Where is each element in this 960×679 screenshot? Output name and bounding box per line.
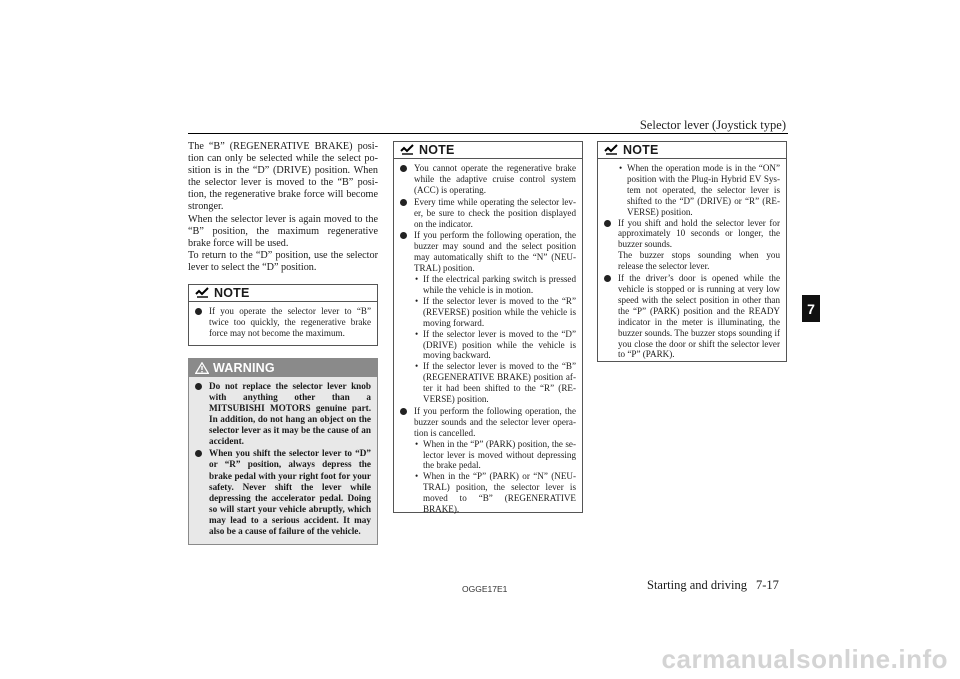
note-box bbox=[188, 284, 378, 346]
note-header bbox=[598, 142, 786, 159]
sub-list-item: • If the selector lever is moved to the “R” (REVERSE) position while the vehicle is moving forward. bbox=[414, 296, 576, 329]
warning-label: WARNING bbox=[213, 360, 275, 375]
sub-list-item: • If the selector lever is moved to the “B” (REGENERATIVE BRAKE) position after it had been shifted to the “R” (REVERSE) position. bbox=[414, 361, 576, 405]
note-icon bbox=[604, 144, 619, 156]
note-label: NOTE bbox=[419, 143, 455, 157]
note-icon bbox=[195, 287, 210, 299]
sub-list-item: • If the selector lever is moved to the “D” (DRIVE) position while the vehicle is moving backward. bbox=[414, 329, 576, 362]
warning-header bbox=[189, 359, 377, 377]
note-box bbox=[393, 141, 583, 513]
list-item: If you shift and hold the selector lever for approximately 10 seconds or longer, the buzzer sounds. The buzzer stops sounding when you release the selector lever. bbox=[604, 218, 780, 273]
list-item: When you shift the selector lever to “D” or “R” position, always depress the brake pedal with your right foot for your safety. Never shift the lever while depressing the accelerator pedal. Doing so will start your vehicle abruptly, which may lead to a serious accident. It may also be a cause of failure of the vehicle. bbox=[195, 448, 371, 537]
bullet-icon bbox=[195, 450, 202, 457]
note-icon bbox=[400, 144, 415, 156]
note-header bbox=[189, 285, 377, 302]
header-rule bbox=[188, 133, 788, 134]
chapter-tab: 7 bbox=[802, 295, 820, 322]
bullet-icon bbox=[400, 199, 407, 206]
list-item: Every time while operating the selector lever, be sure to check the position displayed on the indicator. bbox=[400, 197, 576, 230]
document-code: OGGE17E1 bbox=[462, 584, 508, 594]
warning-box bbox=[188, 358, 378, 545]
list-item: You cannot operate the regenerative brake while the adaptive cruise control system (ACC) is operating. bbox=[400, 163, 576, 196]
list-item: Do not replace the selector lever knob with anything other than a MITSUBISHI MOTORS genuine part. In addition, do not hang an object on the selector lever as it may be the cause of an accident. bbox=[195, 381, 371, 448]
list-item: If you operate the selector lever to “B” twice too quickly, the regenerative brake force may not become the maximum. bbox=[195, 306, 371, 339]
footer-section-title: Starting and driving bbox=[647, 578, 747, 592]
header-title: Selector lever (Joystick type) bbox=[639, 118, 786, 132]
paragraph: When the selector lever is again moved to the “B” position, the maximum regenerative brake force will be used. bbox=[188, 213, 378, 249]
list-item: If you perform the following operation, the buzzer sounds and the selector lever operation is cancelled. • When in the “P” (PARK) position, the selector lever is moved without depressing the brake pedal. • When in the “P” (PARK) or “N” (NEUTRAL) position, the selector lever is moved to “B” (REGENERATIVE BRAKE). bbox=[400, 406, 576, 515]
sub-list-item: • When in the “P” (PARK) position, the selector lever is moved without depressing the brake pedal. bbox=[414, 439, 576, 472]
paragraph: The “B” (REGENERATIVE BRAKE) position can only be selected while the select position is in the “D” (DRIVE) position. When the selector lever is moved to the “B” position, the regenerative brake force will become stronger. bbox=[188, 141, 378, 213]
warning-triangle-icon bbox=[195, 362, 209, 374]
bullet-icon bbox=[195, 383, 202, 390]
bullet-icon bbox=[195, 308, 202, 315]
list-item: If you perform the following operation, the buzzer may sound and the select position may automatically shift to the “N” (NEUTRAL) position. • If the electrical parking switch is pressed while the vehicle is in motion. • If the selector lever is moved to the “R” (REVERSE) position while the vehicle is moving forward. • If the selector lever is moved to the “D” (DRIVE) position while the vehicle is moving backward. • If the selector lever is moved to the “B” (REGENERATIVE BRAKE) position after it had been shifted to the “R” (REVERSE) position. bbox=[400, 230, 576, 405]
note-label: NOTE bbox=[623, 143, 659, 157]
sub-list-item: • When the operation mode is in the “ON” position with the Plug-in Hybrid EV System not operated, the selector lever is shifted to the “D” (DRIVE) or “R” (REVERSE) position. bbox=[618, 163, 780, 218]
page-number: 7-17 bbox=[756, 578, 779, 592]
paragraph: To return to the “D” position, use the selector lever to select the “D” position. bbox=[188, 249, 378, 273]
column-2 bbox=[393, 141, 583, 513]
column-3 bbox=[597, 141, 787, 362]
note-label: NOTE bbox=[214, 286, 250, 301]
column-1 bbox=[188, 141, 378, 545]
note-box bbox=[597, 141, 787, 362]
bullet-icon bbox=[400, 165, 407, 172]
note-header bbox=[394, 142, 582, 159]
watermark: carmanualsonline.info bbox=[661, 644, 948, 674]
bullet-icon bbox=[604, 275, 611, 282]
sub-list-item: • If the electrical parking switch is pressed while the vehicle is in motion. bbox=[414, 274, 576, 296]
bullet-icon bbox=[400, 232, 407, 239]
sub-list-item: • When in the “P” (PARK) or “N” (NEUTRAL) position, the selector lever is moved to “B” (REGENERATIVE BRAKE). bbox=[414, 471, 576, 515]
list-item: If the driver’s door is opened while the vehicle is stopped or is running at very low speed with the select position in other than the “P” (PARK) position and the READY indicator in the meter is illuminating, the buzzer sounds. The buzzer stops sounding if you close the door or shift the selector lever to “P” (PARK). bbox=[604, 273, 780, 360]
bullet-icon bbox=[604, 220, 611, 227]
bullet-icon bbox=[400, 408, 407, 415]
